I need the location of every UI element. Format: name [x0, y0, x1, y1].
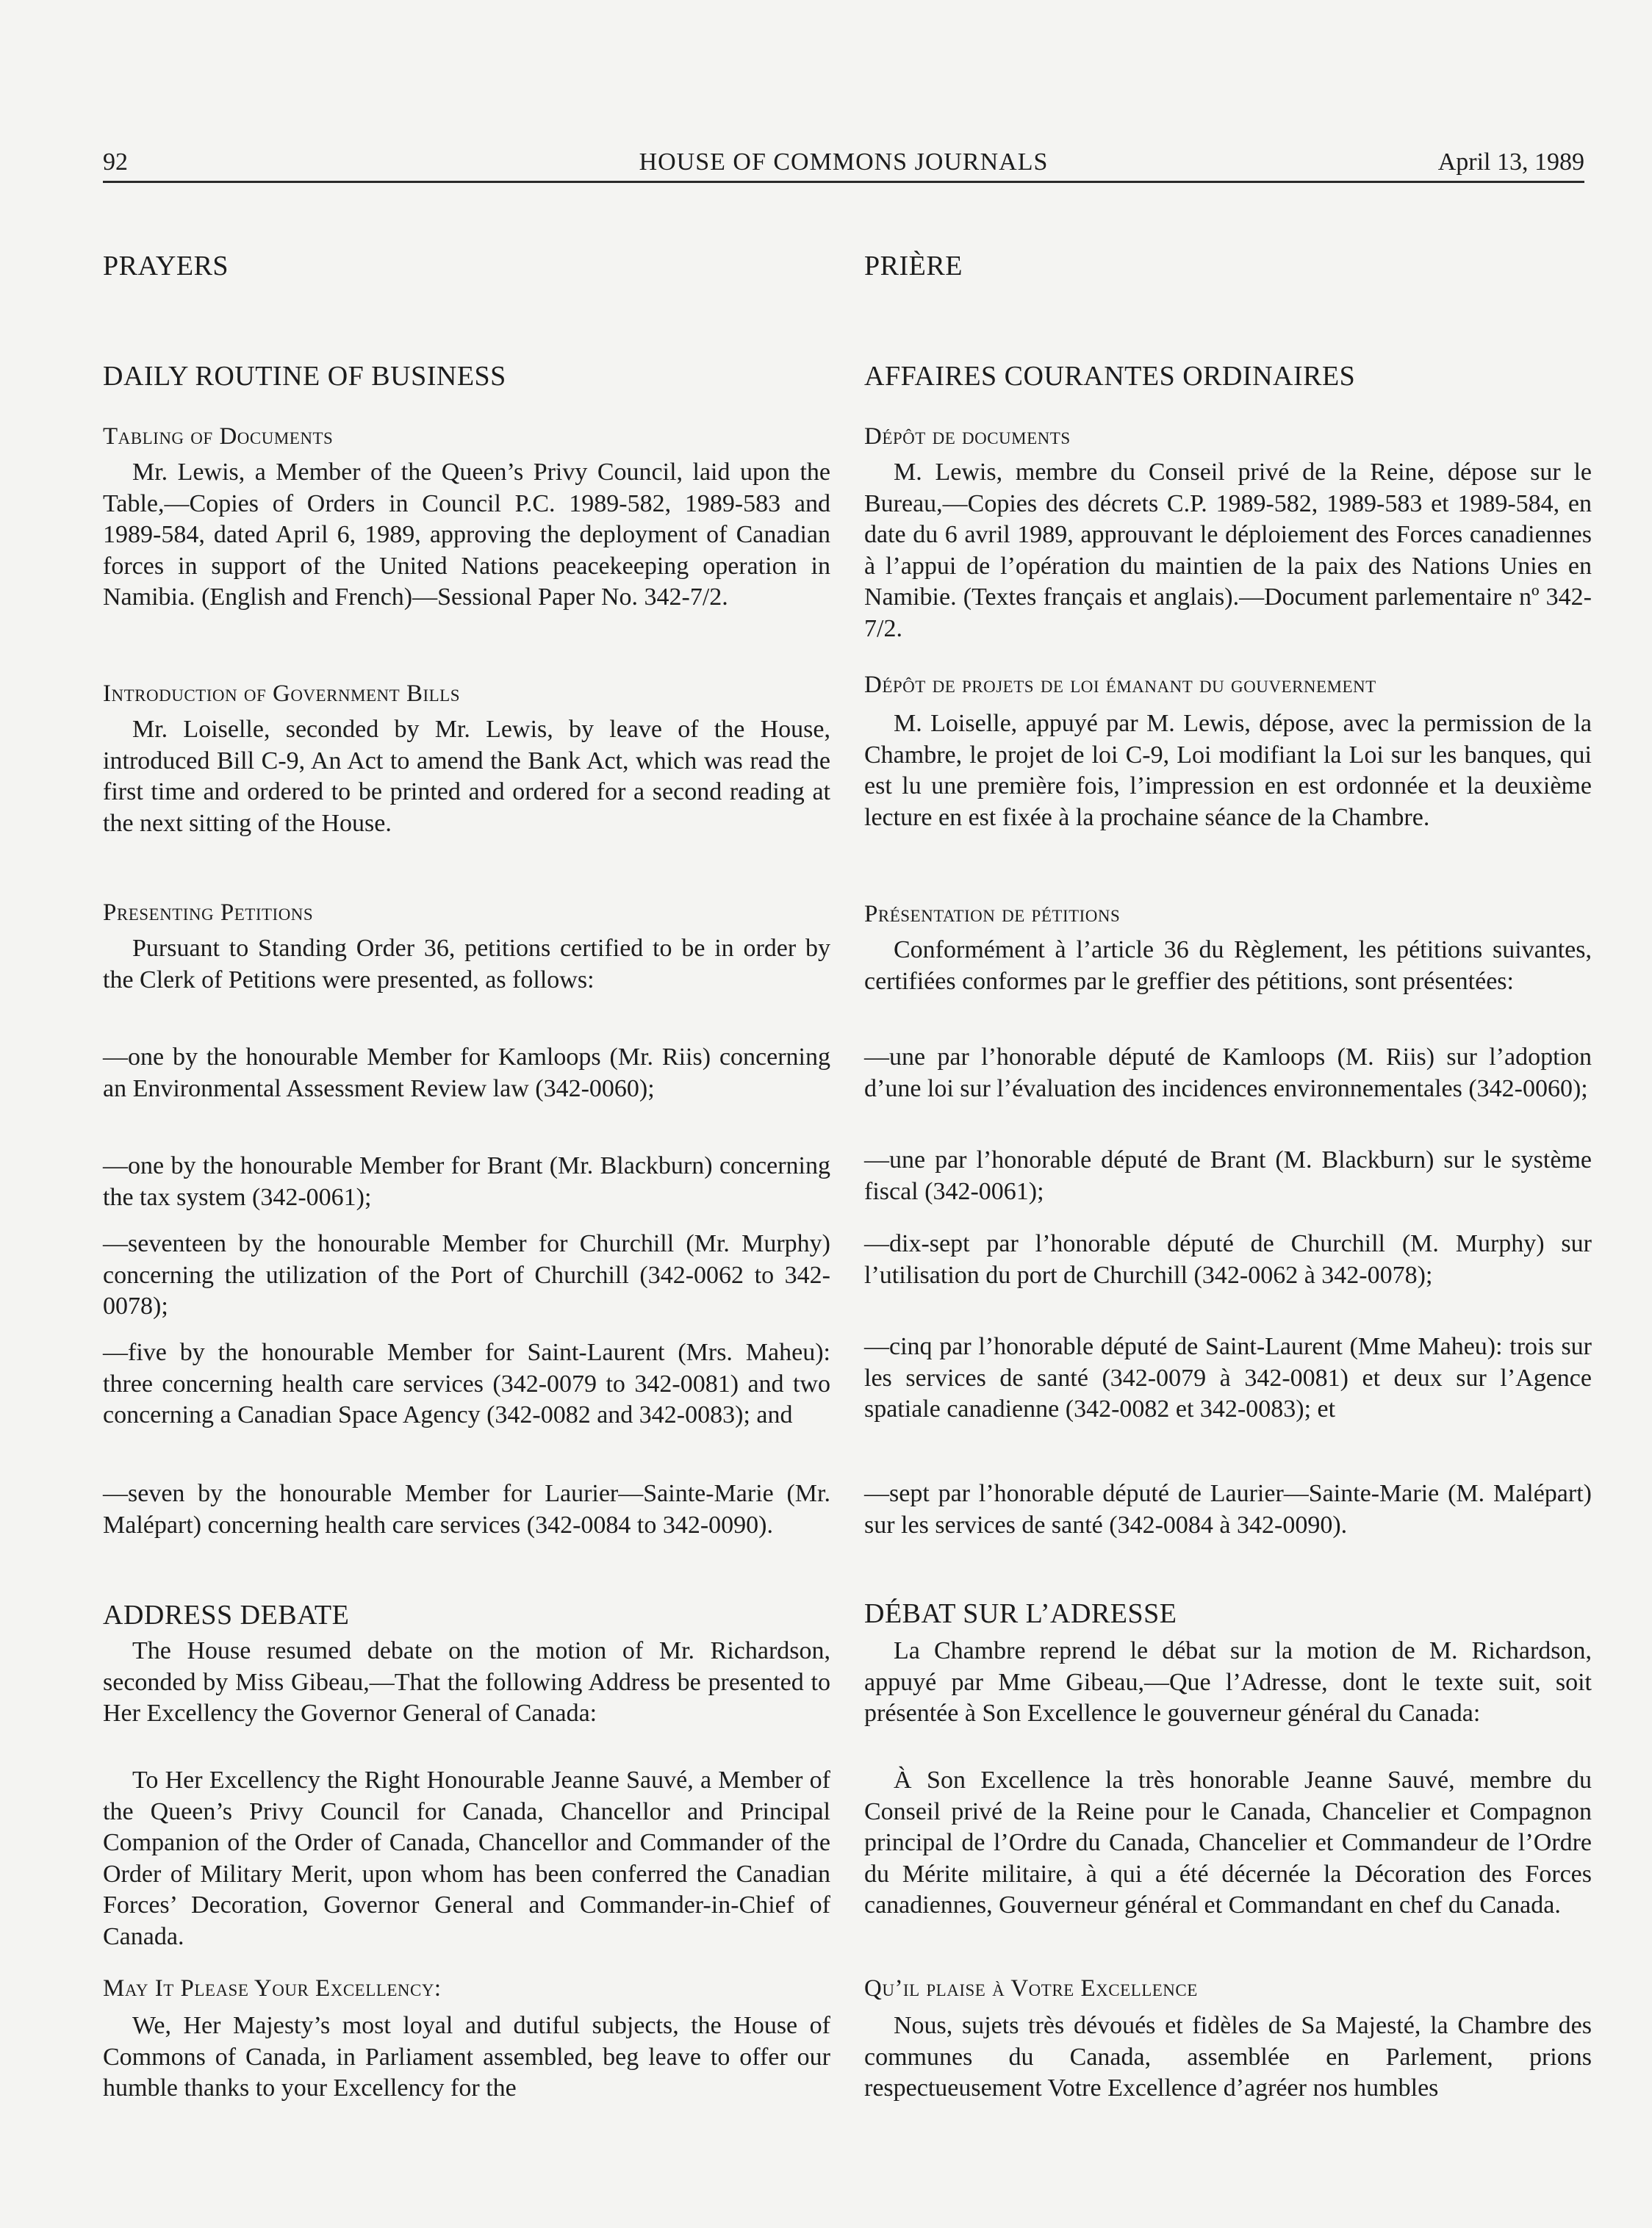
address-recipient-fr: À Son Excellence la très honorable Jeanne Sauvé, membre du Conseil privé de la Reine pour le Canada, Chancelier et Compagnon principal de l’Ordre du Canada, Chancelier et Commandeur de l’Ordre du Mérite militaire, à qui a été décernée la Décoration des Forces canadiennes, Gouverneur général et Commandant en chef du Canada.	[864, 1767, 1592, 1919]
address-text: The House resumed debate on the motion of Mr. Richardson, seconded by Miss Gibeau,—That the following Address be presented to Her Excellency the Governor General of Canada:	[103, 1637, 830, 1727]
petition-item-fr: —cinq par l’honorable député de Saint-Laurent (Mme Maheu): trois sur les services de santé (342-0079 à 342-0081) et deux sur l’Agence spatiale canadienne (342-0082 et 342-0083); et	[864, 1333, 1592, 1423]
petition-item-fr: —dix-sept par l’honorable député de Churchill (M. Murphy) sur l’utilisation du port de Churchill (342-0062 à 342-0078);	[864, 1230, 1592, 1289]
petition-item-fr: —une par l’honorable député de Brant (M. Blackburn) sur le système fiscal (342-0061);	[864, 1146, 1592, 1205]
petitions-heading: Presenting Petitions	[103, 899, 314, 926]
petition-item: —one by the honourable Member for Brant (Mr. Blackburn) concerning the tax system (342-0061);	[103, 1152, 830, 1211]
petition-item-fr: —une par l’honorable député de Kamloops (M. Riis) sur l’adoption d’une loi sur l’évaluation des incidences environnementales (342-0060);	[864, 1043, 1592, 1102]
bills-text-fr: M. Loiselle, appuyé par M. Lewis, dépose, avec la permission de la Chambre, le projet de loi C-9, Loi modifiant la Loi sur les banques, qui est lu une première fois, l’impression en est ordonnée et la deuxième lecture en est fixée à la prochaine séance de la Chambre.	[864, 710, 1592, 831]
prayers-heading: PRAYERS	[103, 251, 229, 281]
daily-routine-heading: DAILY ROUTINE OF BUSINESS	[103, 361, 506, 392]
petitions-intro: Pursuant to Standing Order 36, petitions certified to be in order by the Clerk of Petitions were presented, as follows:	[103, 935, 830, 993]
tabling-text-fr: M. Lewis, membre du Conseil privé de la Reine, dépose sur le Bureau,—Copies des décrets C.P. 1989-582, 1989-583 et 1989-584, en date du 6 avril 1989, approuvant le déploiement des Forces canadiennes à l’appui de l’opération du maintien de la paix des Nations Unies en Namibie. (Textes français et anglais).—Document parlementaire nº 342-7/2.	[864, 459, 1592, 642]
daily-routine-heading-fr: AFFAIRES COURANTES ORDINAIRES	[864, 361, 1356, 392]
page-number: 92	[103, 148, 128, 176]
tabling-heading: Tabling of Documents	[103, 423, 334, 450]
petitions-heading-fr: Présentation de pétitions	[864, 901, 1121, 927]
may-it-please-heading: May It Please Your Excellency:	[103, 1975, 442, 2002]
petition-item: —one by the honourable Member for Kamloops (Mr. Riis) concerning an Environmental Assessment Review law (342-0060);	[103, 1043, 830, 1102]
petitions-intro-fr: Conformément à l’article 36 du Règlement, les pétitions suivantes, certifiées conformes par le greffier des pétitions, sont présentées:	[864, 936, 1592, 995]
bills-text: Mr. Loiselle, seconded by Mr. Lewis, by leave of the House, introduced Bill C-9, An Act to amend the Bank Act, which was read the first time and ordered to be printed and ordered for a second reading at the next sitting of the House.	[103, 716, 830, 837]
prayers-heading-fr: PRIÈRE	[864, 251, 963, 281]
tabling-text: Mr. Lewis, a Member of the Queen’s Privy Council, laid upon the Table,—Copies of Orders in Council P.C. 1989-582, 1989-583 and 1989-584, dated April 6, 1989, approving the deployment of Canadian forces in support of the United Nations peacekeeping operation in Namibia. (English and French)—Sessional Paper No. 342-7/2.	[103, 459, 830, 611]
journal-date: April 13, 1989	[1437, 148, 1584, 176]
petition-item: —seven by the honourable Member for Laurier—Sainte-Marie (Mr. Malépart) concerning health care services (342-0084 to 342-0090).	[103, 1480, 830, 1539]
journal-title: HOUSE OF COMMONS JOURNALS	[639, 148, 1049, 176]
we-text-fr: Nous, sujets très dévoués et fidèles de Sa Majesté, la Chambre des communes du Canada, assemblée en Parlement, prions respectueusement Votre Excellence d’agréer nos humbles	[864, 2012, 1592, 2102]
address-heading: ADDRESS DEBATE	[103, 1600, 350, 1631]
address-heading-fr: DÉBAT SUR L’ADRESSE	[864, 1598, 1177, 1629]
address-text-fr: La Chambre reprend le débat sur la motion de M. Richardson, appuyé par Mme Gibeau,—Que l’Adresse, dont le texte suit, soit présentée à Son Excellence le gouverneur général du Canada:	[864, 1637, 1592, 1727]
petition-item-fr: —sept par l’honorable député de Laurier—Sainte-Marie (M. Malépart) sur les services de santé (342-0084 à 342-0090).	[864, 1480, 1592, 1539]
petition-item: —five by the honourable Member for Saint-Laurent (Mrs. Maheu): three concerning health care services (342-0079 to 342-0081) and two concerning a Canadian Space Agency (342-0082 and 342-0083); and	[103, 1339, 830, 1429]
we-text: We, Her Majesty’s most loyal and dutiful subjects, the House of Commons of Canada, in Parliament assembled, beg leave to offer our humble thanks to your Excellency for the	[103, 2012, 830, 2102]
tabling-heading-fr: Dépôt de documents	[864, 423, 1071, 450]
petition-item: —seventeen by the honourable Member for Churchill (Mr. Murphy) concerning the utilization of the Port of Churchill (342-0062 to 342-0078);	[103, 1230, 830, 1320]
bills-heading: Introduction of Government Bills	[103, 680, 461, 707]
bills-heading-fr: Dépôt de projets de loi émanant du gouvernement	[864, 672, 1376, 698]
address-recipient: To Her Excellency the Right Honourable Jeanne Sauvé, a Member of the Queen’s Privy Council for Canada, Chancellor and Principal Companion of the Order of Canada, Chancellor and Commander of the Order of Military Merit, upon whom has been conferred the Canadian Forces’ Decoration, Governor General and Commander-in-Chief of Canada.	[103, 1767, 830, 1950]
may-it-please-heading-fr: Qu’il plaise à Votre Excellence	[864, 1975, 1198, 2002]
page-header	[103, 144, 1584, 183]
